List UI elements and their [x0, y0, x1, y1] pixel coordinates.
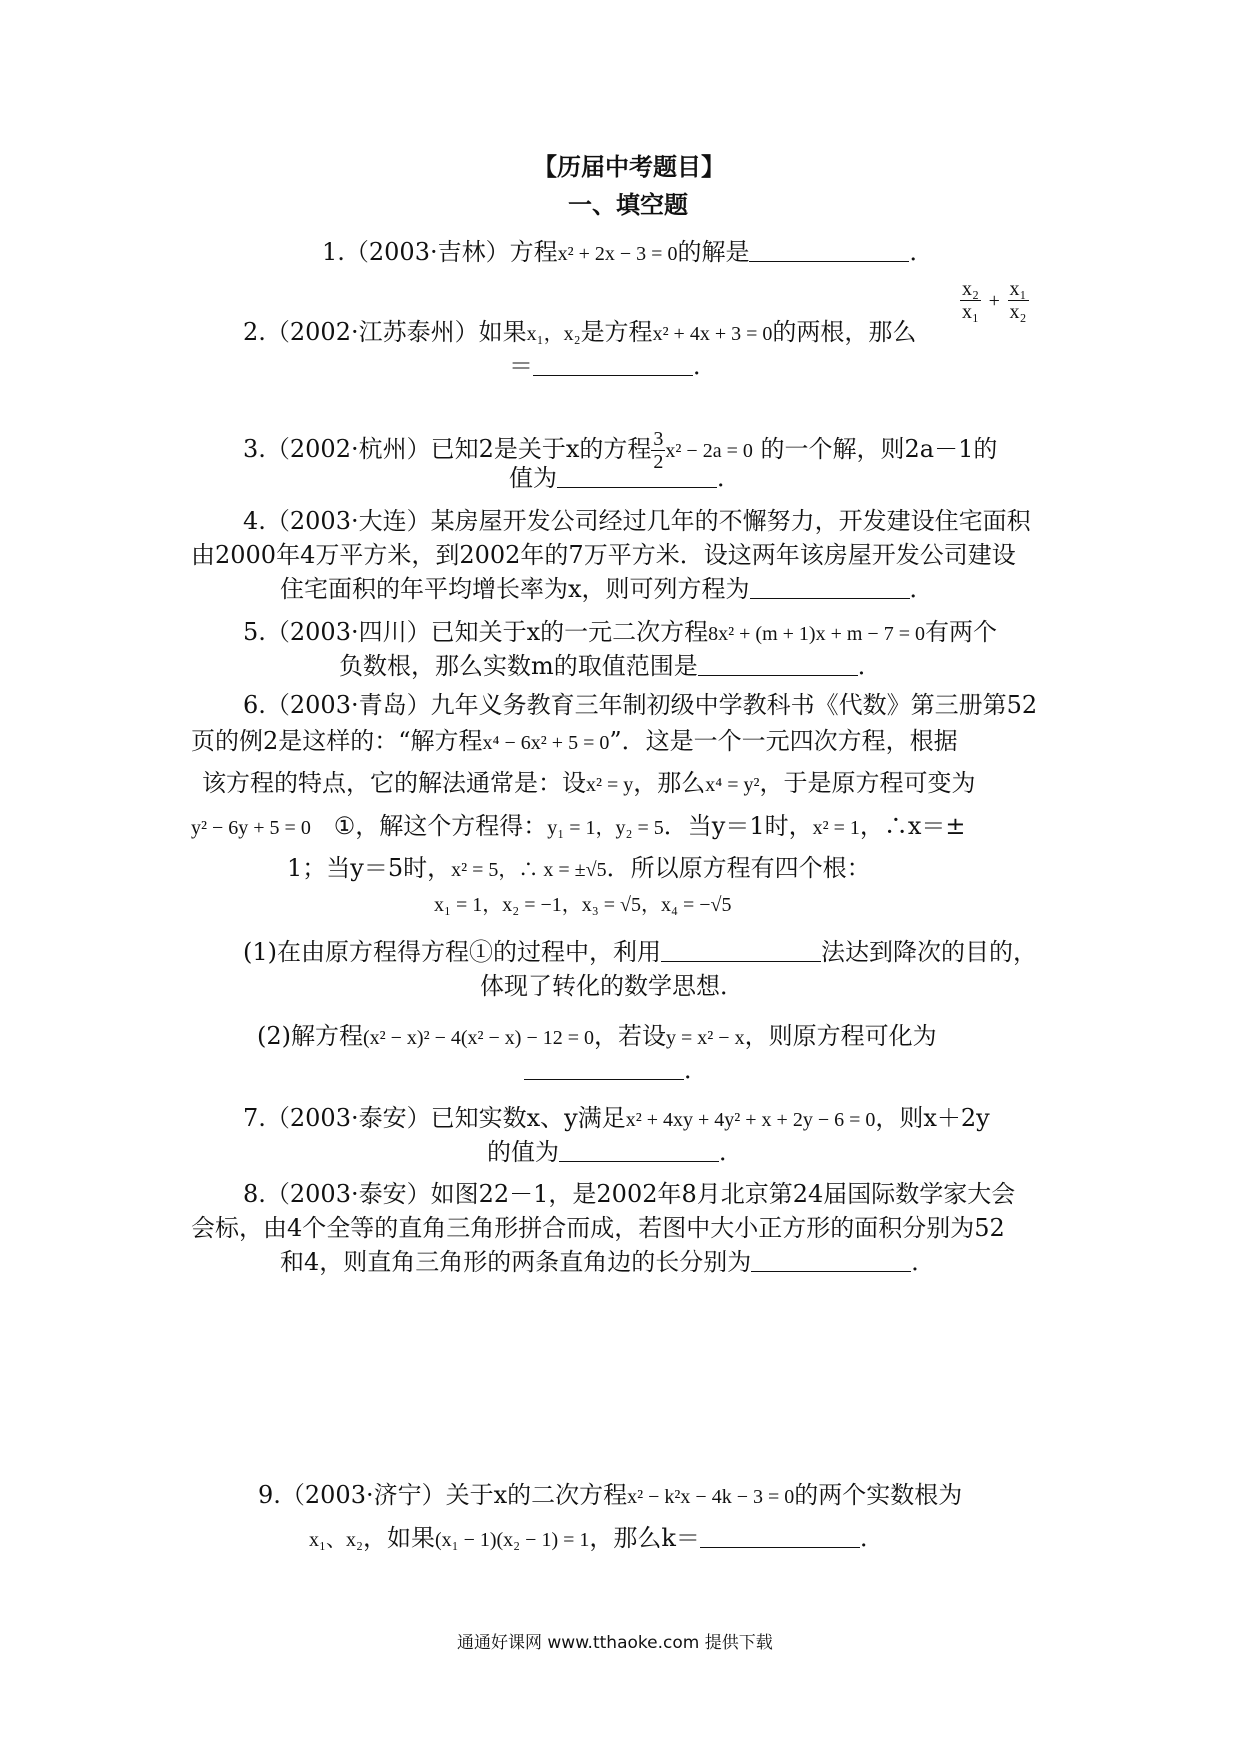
q6-sub2-line-2: ． [524, 1054, 708, 1086]
q6-line4-mid: ①，解这个方程得： [333, 812, 548, 840]
q6-line-1: 6.（2003·青岛）九年义务教育三年制初级中学教科书《代数》第三册第52 [243, 691, 1038, 719]
q6-line4-roots: y₁ = 1，y₂ = 5 [547, 817, 664, 839]
q5-line2-text: 负数根，那么实数m的取值范围是 [339, 652, 698, 680]
answer-blank [698, 653, 858, 676]
q7-suffix: ，则x＋2y [875, 1104, 990, 1132]
q6-line5-prefix: 1；当y＝5时， [287, 854, 452, 882]
q6-sub2-eq2: y = x² − x [666, 1027, 745, 1049]
q7-line2-text: 的值为 [487, 1138, 559, 1166]
q6-sub2-line-1 [257, 1020, 937, 1054]
q9-line2-equation: (x₁ − 1)(x₂ − 1) = 1 [434, 1529, 590, 1551]
answer-blank [661, 939, 821, 962]
page-title: 【历届中考题目】 [533, 153, 725, 181]
q6-sub1-text-a: (1)在由原方程得方程①的过程中，利用 [243, 938, 661, 966]
q3-suffix: 的一个解，则2a－1的 [760, 435, 998, 463]
q2-plus: + [988, 290, 1000, 312]
q6-sub1-line-1 [243, 936, 1037, 968]
q7-prefix: 7.（2003·泰安）已知实数x、y满足 [243, 1104, 626, 1132]
q2-line-2: ＝ ． [509, 352, 717, 380]
q6-line-4 [191, 810, 966, 844]
q3-line-2: 值为 ． [509, 464, 741, 492]
q6-line-2 [191, 725, 958, 759]
q6-roots-line: x₁ = 1，x₂ = −1，x₃ = √5，x₄ = −√5 [434, 894, 732, 916]
q5-line-2: 负数根，那么实数m的取值范围是 ． [339, 652, 882, 680]
q6-line-5 [287, 852, 871, 886]
q2-frac1-den: x₁ [962, 301, 979, 323]
q6-line3-prefix: 该方程的特点，它的解法通常是：设 [202, 769, 586, 797]
q6-line4-eq2: x² = 1 [812, 817, 860, 839]
q6-line2-suffix: ”．这是一个一元四次方程，根据 [609, 727, 958, 755]
q1-suffix: 的解是 [677, 238, 750, 266]
q2-fraction-sum [960, 278, 1029, 323]
q6-line5-mid: ，∴ x = ±√5 [498, 859, 607, 881]
q2-fraction-1 [960, 278, 981, 323]
question-2 [243, 316, 916, 350]
q6-line2-equation: x⁴ − 6x² + 5 = 0 [482, 732, 610, 754]
q6-sub1-text-b: 法达到降次的目的， [821, 938, 1037, 966]
section-heading: 一、填空题 [568, 191, 688, 219]
q2-equation: x² + 4x + 3 = 0 [652, 323, 773, 345]
q9-line2-mid: ，如果 [362, 1524, 435, 1552]
q9-line-2: x₁、x₂，如果(x₁ − 1)(x₂ − 1) = 1，那么k＝ ． [309, 1524, 884, 1552]
answer-blank [750, 576, 910, 599]
answer-blank [559, 1139, 719, 1162]
q6-line4-end: ，∴x＝± [859, 812, 966, 840]
q9-line2-suffix: ，那么k＝ [589, 1524, 700, 1552]
answer-blank [700, 1525, 860, 1548]
question-5 [243, 616, 997, 650]
q7-equation: x² + 4xy + 4y² + x + 2y − 6 = 0 [625, 1109, 876, 1131]
q5-prefix: 5.（2003·四川）已知关于x的一元二次方程 [243, 618, 709, 646]
q6-line3-suffix: ，于是原方程可变为 [759, 769, 976, 797]
q3-equation: x² − 2a = 0 [665, 440, 753, 462]
answer-blank [524, 1057, 684, 1080]
q3-prefix: 3.（2002·杭州）已知2是关于x的方程 [243, 435, 652, 463]
q6-line4-suffix: ．当y＝1时， [663, 812, 813, 840]
q2-mid: 是方程 [580, 318, 653, 346]
q7-line-2: 的值为 ． [487, 1138, 743, 1166]
q6-line2-prefix: 页的例2是这样的：“解方程 [191, 727, 483, 755]
q2-prefix: 2.（2002·江苏泰州）如果 [243, 318, 527, 346]
q2-fraction-2 [1008, 278, 1029, 323]
q3-frac-den: 2 [653, 451, 664, 473]
answer-blank [751, 1249, 911, 1272]
answer-blank [533, 353, 693, 376]
q5-suffix: 有两个 [924, 618, 997, 646]
q6-line3-eq2: x⁴ = y² [705, 774, 760, 796]
q8-line-2: 会标，由4个全等的直角三角形拼合而成，若图中大小正方形的面积分别为52 [191, 1214, 1005, 1242]
q8-line3-text: 和4，则直角三角形的两条直角边的长分别为 [280, 1248, 752, 1276]
q4-line3-text: 住宅面积的年平均增长率为x，则可列方程为 [280, 575, 750, 603]
answer-blank [749, 239, 909, 262]
q1-prefix: 1.（2003·吉林）方程 [322, 238, 558, 266]
q3-line2-text: 值为 [509, 464, 557, 492]
q6-sub2-suffix: ，则原方程可化为 [744, 1022, 937, 1050]
q6-line5-equation: x² = 5 [451, 859, 499, 881]
q3-frac-num: 3 [653, 428, 664, 450]
q6-line3-mid: ，那么 [633, 769, 706, 797]
question-7 [243, 1102, 990, 1136]
question-1: 1.（2003·吉林）方程x² + 2x − 3 = 0的解是 ． [322, 238, 934, 266]
q8-line-1: 8.（2003·泰安）如图22－1，是2002年8月北京第24届国际数学家大会 [243, 1180, 1016, 1208]
q6-sub2-equation: (x² − x)² − 4(x² − x) − 12 = 0 [363, 1027, 595, 1049]
q9-line2-roots: x₁、x₂ [309, 1529, 363, 1551]
q9-equation: x² − k²x − 4k − 3 = 0 [627, 1486, 795, 1508]
q8-line-3: 和4，则直角三角形的两条直角边的长分别为 ． [280, 1248, 936, 1276]
q6-line5-suffix: ．所以原方程有四个根： [606, 854, 871, 882]
answer-blank [557, 465, 717, 488]
q6-line4-equation: y² − 6y + 5 = 0 [191, 817, 311, 839]
q6-line-3 [202, 767, 976, 801]
q2-frac2-num: x₁ [1009, 278, 1027, 300]
q4-line-2: 由2000年4万平方米，到2002年的7万平方米．设这两年该房屋开发公司建设 [191, 541, 1016, 569]
q2-suffix: 的两根，那么 [772, 318, 917, 346]
q4-line-1: 4.（2003·大连）某房屋开发公司经过几年的不懈努力，开发建设住宅面积 [243, 507, 1031, 535]
q6-line3-eq1: x² = y [586, 774, 634, 796]
q9-suffix: 的两个实数根为 [794, 1481, 963, 1509]
q5-equation: 8x² + (m + 1)x + m − 7 = 0 [708, 623, 925, 645]
q4-line-3: 住宅面积的年平均增长率为x，则可列方程为 ． [280, 575, 934, 603]
q6-sub1-line-2: 体现了转化的数学思想． [480, 972, 744, 1000]
q2-frac2-den: x₂ [1009, 301, 1027, 323]
page-footer: 通通好课网 www.tthaoke.com 提供下载 [457, 1633, 773, 1653]
q2-frac1-num: x₂ [962, 278, 979, 300]
q6-sub2-mid: ，若设 [594, 1022, 667, 1050]
q6-sub2-prefix: (2)解方程 [257, 1022, 363, 1050]
q2-roots: x₁，x₂ [526, 323, 581, 345]
q9-prefix: 9.（2003·济宁）关于x的二次方程 [258, 1481, 628, 1509]
q1-equation: x² + 2x − 3 = 0 [557, 243, 678, 265]
question-9 [258, 1479, 962, 1513]
q2-equals: ＝ [509, 352, 533, 380]
